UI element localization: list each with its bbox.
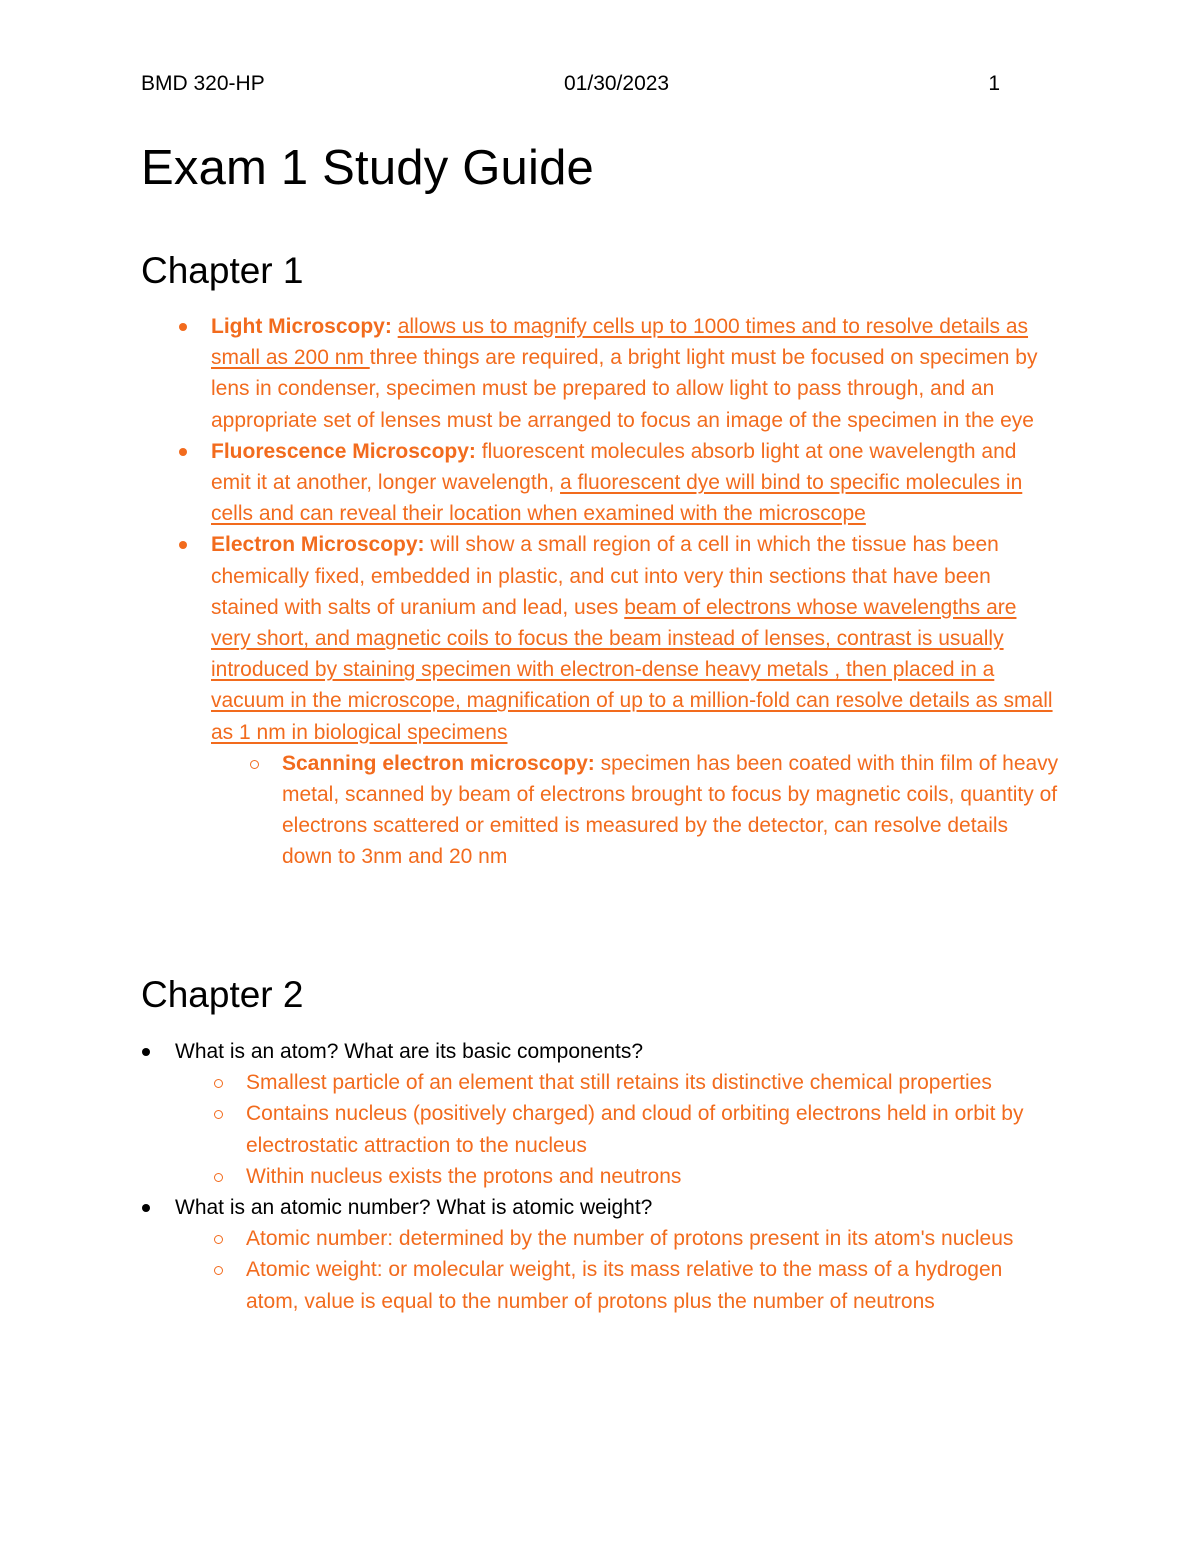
term-label: Scanning electron microscopy: xyxy=(282,751,595,775)
term-label: Fluorescence Microscopy: xyxy=(211,439,476,463)
list-item-light-microscopy xyxy=(0,311,1062,436)
chapter-2-heading: Chapter 2 xyxy=(141,974,304,1015)
answer-text: Atomic number: determined by the number of protons present in its atom's nucleus xyxy=(246,1227,1014,1251)
chapter-2-list xyxy=(0,1036,1055,1317)
body-text: three things are required, a bright light must be focused on specimen by lens in condenser, specimen must be prepared to allow light to pass through, and an appropriate set of lenses must be arranged to focus an image of the specimen in the eye xyxy=(211,346,1038,432)
answer-text: Smallest particle of an element that still retains its distinctive chemical properties xyxy=(246,1071,992,1095)
header-page-number: 1 xyxy=(988,72,1000,95)
term-label: Electron Microscopy: xyxy=(211,533,425,557)
body-text: specimen has been coated with thin film of heavy metal, scanned by beam of electrons brought to focus by magnetic coils, quantity of electrons scattered or emitted is measured by the detector, can resolve details down to 3nm and 20 nm xyxy=(282,751,1059,869)
header-date: 01/30/2023 xyxy=(564,72,670,95)
question-text: What is an atomic number? What is atomic weight? xyxy=(175,1196,653,1220)
underlined-text: allows us to magnify cells up to 1000 times and to resolve details as small as 200 nm xyxy=(211,315,1029,370)
chapter-1-heading: Chapter 1 xyxy=(141,250,304,291)
document-title: Exam 1 Study Guide xyxy=(141,141,594,195)
list-item-text xyxy=(211,311,1061,436)
bullet-circle-icon xyxy=(214,1173,223,1182)
underlined-text: a fluorescent dye will bind to specific molecules in cells and can reveal their location when examined with the microscope xyxy=(211,471,1023,526)
list-item-electron-microscopy xyxy=(0,529,1062,747)
bullet-dot-icon xyxy=(142,1204,150,1212)
bullet-circle-icon xyxy=(214,1266,223,1275)
list-item-text xyxy=(211,529,1061,747)
question-text: What is an atom? What are its basic components? xyxy=(175,1040,644,1063)
answer-item xyxy=(0,1067,1055,1098)
answer-item xyxy=(0,1098,1055,1160)
page-header xyxy=(141,72,1003,100)
bullet-circle-icon xyxy=(214,1110,223,1119)
body-text: will show a small region of a cell in which the tissue has been chemically fixed, embedded in plastic, and cut into very thin sections that have been stained with salts of uranium and lead, uses xyxy=(211,533,999,619)
underlined-text: beam of electrons whose wavelengths are very short, and magnetic coils to focus the beam instead of lenses, contrast is usually introduced by staining specimen with electron-dense heavy metals , then placed in a vacuum in the microscope, magnification of up to a million-fold can resolve details as small as 1 nm in biological specimens xyxy=(211,595,1053,744)
list-item-text xyxy=(282,748,1062,873)
header-course: BMD 320-HP xyxy=(141,72,265,95)
bullet-dot-icon xyxy=(179,448,187,456)
bullet-circle-icon xyxy=(214,1235,223,1244)
bullet-circle-icon xyxy=(214,1079,223,1088)
answer-item xyxy=(0,1161,1055,1192)
body-text: fluorescent molecules absorb light at one wavelength and emit it at another, longer wavelength, xyxy=(211,439,1017,495)
answer-item xyxy=(0,1223,1055,1254)
bullet-dot-icon xyxy=(179,323,187,331)
bullet-dot-icon xyxy=(179,541,187,549)
list-item-fluorescence-microscopy xyxy=(0,436,1062,530)
term-label: Light Microscopy: xyxy=(211,315,392,338)
bullet-circle-icon xyxy=(250,760,259,769)
sub-item-scanning-electron-microscopy xyxy=(0,748,1062,873)
chapter-1-list xyxy=(0,311,1062,873)
bullet-dot-icon xyxy=(142,1048,150,1056)
answer-item xyxy=(0,1254,1055,1316)
answer-text: Within nucleus exists the protons and neutrons xyxy=(246,1164,682,1188)
question-item xyxy=(0,1192,1055,1223)
question-item xyxy=(0,1036,1055,1067)
answer-text: Atomic weight: or molecular weight, is its mass relative to the mass of a hydrogen atom, value is equal to the number of protons plus the number of neutrons xyxy=(246,1258,1003,1313)
list-item-text xyxy=(211,436,1061,530)
answer-text: Contains nucleus (positively charged) and cloud of orbiting electrons held in orbit by electrostatic attraction to the nucleus xyxy=(246,1102,1024,1157)
